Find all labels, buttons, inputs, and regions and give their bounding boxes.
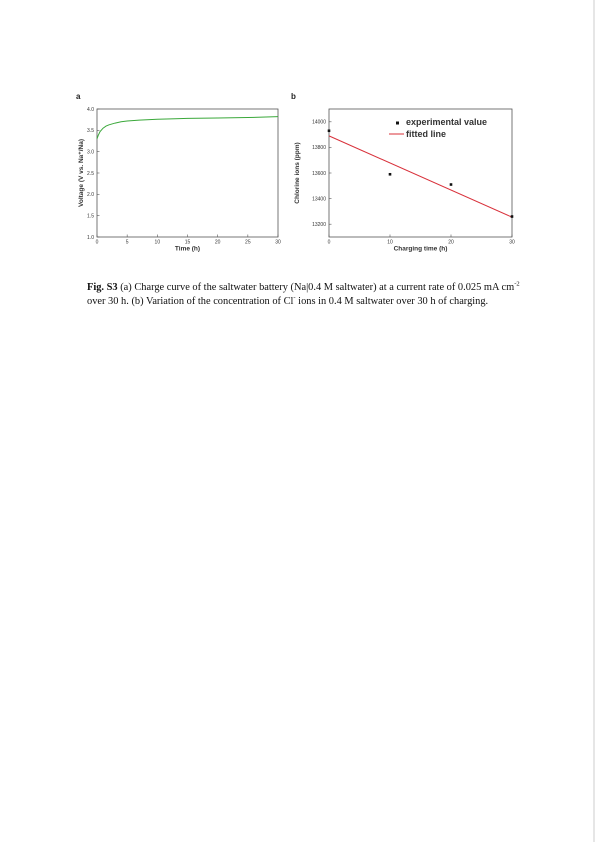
legend-label-fitted: fitted line — [406, 129, 446, 139]
chart-b — [294, 109, 515, 253]
y-tick-label-b: 13800 — [312, 145, 326, 152]
data-point — [511, 215, 514, 218]
x-tick-label-a: 30 — [275, 239, 281, 246]
y-tick-label-a: 1.0 — [87, 234, 94, 241]
x-tick-label-a: 0 — [95, 239, 99, 246]
x-tick-label-a: 10 — [154, 239, 161, 246]
y-tick-label-b: 13200 — [312, 222, 326, 228]
series-line-a-0 — [97, 117, 278, 139]
y-tick-label-a: 4.0 — [87, 106, 94, 113]
data-point — [389, 173, 392, 176]
x-tick-label-a: 25 — [245, 239, 251, 246]
y-tick-label-a: 2.0 — [87, 192, 94, 199]
legend-marker-experimental — [396, 122, 399, 125]
y-tick-label-b: 13600 — [312, 170, 326, 177]
caption-sup-1: -2 — [514, 280, 520, 288]
caption-text-1: (a) Charge curve of the saltwater battery (Na|0.4 M saltwater) at a current rate of 0.025 mA cm — [117, 282, 515, 293]
y-tick-label-b: 13400 — [312, 196, 326, 203]
chart-a — [78, 107, 281, 253]
y-axis-label-b: Chlorine ions (ppm) — [294, 142, 301, 204]
y-tick-label-a: 3.0 — [87, 149, 94, 156]
y-tick-label-b: 14000 — [312, 119, 326, 126]
x-tick-label-a: 15 — [184, 239, 191, 246]
x-tick-label-b: 30 — [509, 239, 515, 246]
panel-a-letter: a — [76, 92, 81, 101]
data-point — [450, 183, 453, 186]
caption-label: Fig. S3 — [87, 282, 118, 293]
panel-b-letter: b — [291, 92, 296, 101]
y-tick-label-a: 1.5 — [87, 213, 94, 220]
fitted-line — [329, 136, 512, 217]
x-tick-label-b: 20 — [448, 239, 454, 246]
caption-sup-2: - — [293, 294, 296, 302]
x-axis-label-b: Charging time (h) — [393, 245, 448, 253]
data-point — [328, 129, 331, 132]
x-tick-label-a: 20 — [214, 239, 221, 246]
caption-text-2: over 30 h. (b) Variation of the concentration of Cl — [87, 295, 294, 307]
plot-frame-a — [97, 109, 278, 237]
x-tick-label-b: 0 — [327, 239, 331, 246]
figure-caption — [87, 281, 527, 308]
figure-s3 — [0, 0, 595, 270]
x-tick-label-a: 5 — [125, 239, 129, 246]
y-tick-label-a: 3.5 — [87, 128, 94, 135]
y-axis-label-a: Voltage (V vs. Na⁺/Na) — [78, 139, 85, 207]
y-tick-label-a: 2.5 — [87, 170, 94, 177]
caption-text-3: ions in 0.4 M saltwater over 30 h of charging. — [295, 295, 489, 307]
legend-label-experimental: experimental value — [406, 117, 488, 127]
x-axis-label-a: Time (h) — [174, 245, 201, 253]
x-tick-label-b: 10 — [387, 239, 393, 246]
